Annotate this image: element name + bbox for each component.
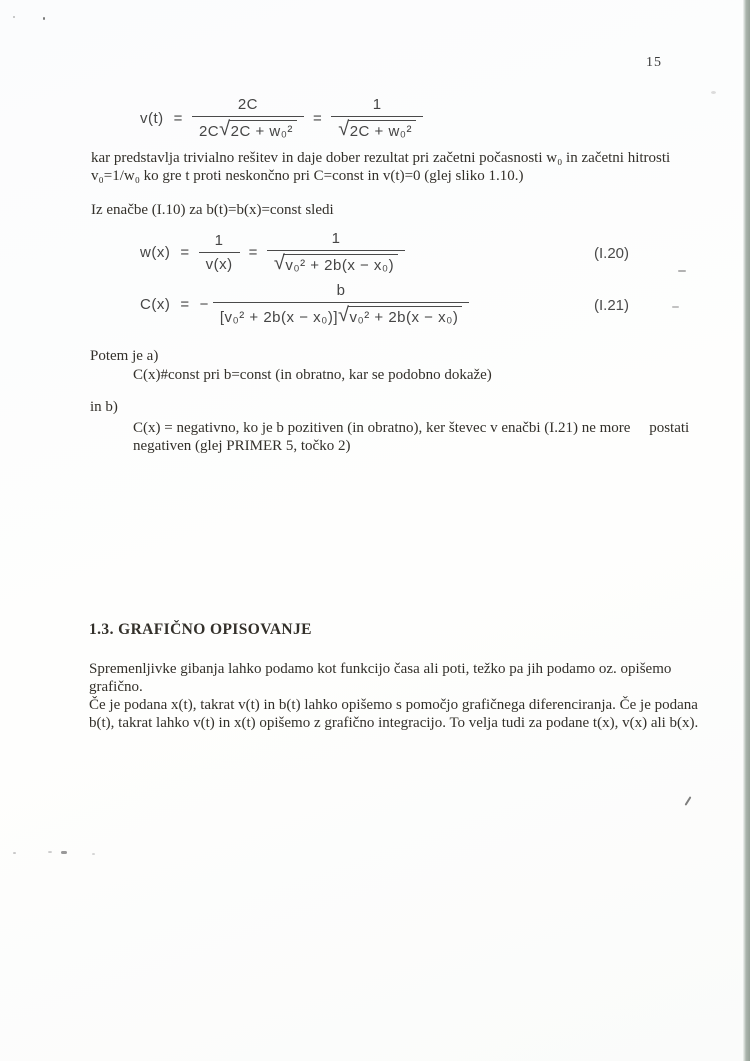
radicand: 2C + w₀² — [229, 120, 297, 140]
formula-cx-fraction — [213, 282, 469, 326]
square-root — [219, 120, 297, 140]
scan-speck — [13, 852, 16, 854]
numerator: 2C — [237, 96, 259, 113]
square-root — [338, 306, 462, 326]
equals-sign: = — [180, 243, 190, 261]
den-prefix: 2C — [198, 123, 220, 140]
den-bracket-term: [v₀² + 2b(x − x₀)] — [219, 309, 339, 326]
text-line: grafično. — [89, 679, 143, 695]
scan-speck — [92, 853, 95, 855]
radicand: v₀² + 2b(x − x₀) — [348, 306, 463, 326]
equation-label-I21: (I.21) — [594, 297, 630, 314]
formula-vt-lhs: v(t) — [140, 109, 164, 127]
denominator — [192, 116, 304, 140]
formula-wx-fraction-1 — [199, 232, 240, 273]
numerator: 1 — [214, 231, 224, 249]
formula-vt — [135, 96, 427, 140]
text-line: negativen (glej PRIMER 5, točko 2) — [133, 438, 351, 454]
text-line: C(x) = negativno, ko je b pozitiven (in obratno), ker števec v enačbi (I.21) ne more postati — [133, 420, 690, 436]
item-a-text: C(x)#const pri b=const (in obratno, kar se podobno dokaže) — [133, 367, 492, 383]
square-root — [338, 120, 416, 140]
scan-dash — [672, 306, 679, 308]
item-b-intro: in b) — [90, 399, 118, 415]
scan-slash-mark — [685, 796, 692, 806]
scanner-edge-band — [743, 0, 750, 1061]
text-line: kar predstavlja trivialno rešitev in daje dober rezultat pri začetni počasnosti w₀ in začetni hitrosti — [91, 150, 671, 166]
equation-label-I20: (I.20) — [594, 245, 630, 262]
numerator: b — [336, 282, 346, 299]
radicand: v₀² + 2b(x − x₀) — [283, 254, 398, 274]
denominator: v(x) — [199, 252, 240, 273]
text-line: b(t), takrat lahko v(t) in x(t) opišemo z grafično integracijo. To velja tudi za podane t(x), v(x) ali b(x). — [89, 715, 699, 731]
scan-speck — [13, 16, 15, 18]
section-heading: 1.3. GRAFIČNO OPISOVANJE — [89, 621, 312, 638]
formula-cx-lhs: C(x) — [140, 295, 171, 313]
page-number: 15 — [646, 55, 662, 70]
scan-speck — [711, 91, 716, 94]
square-root — [274, 254, 398, 274]
intro-line: Iz enačbe (I.10) za b(t)=b(x)=const sledi — [91, 202, 334, 218]
numerator: 1 — [372, 96, 382, 113]
scan-dash — [678, 270, 686, 272]
equals-sign: = — [180, 295, 190, 313]
equals-sign: = — [312, 109, 323, 127]
sqrt-sign: √ — [338, 118, 350, 140]
scan-speck — [43, 17, 45, 20]
equals-sign: = — [248, 243, 258, 261]
text-line: Če je podana x(t), takrat v(t) in b(t) lahko opišemo s pomočjo grafičnega diferenciranja. Če je podana — [89, 697, 698, 713]
denominator — [267, 250, 405, 274]
formula-wx — [135, 230, 409, 274]
sqrt-sign: √ — [338, 304, 350, 326]
paragraph-1 — [91, 149, 670, 185]
item-b-text — [133, 419, 689, 455]
scan-speck — [61, 851, 67, 854]
radicand: 2C + w₀² — [348, 120, 416, 140]
formula-vt-fraction-2 — [331, 96, 423, 140]
minus-sign: − — [199, 295, 209, 313]
potem-intro: Potem je a) — [90, 348, 159, 364]
equals-sign: = — [173, 109, 183, 127]
section-paragraph — [89, 660, 698, 732]
sqrt-sign: √ — [219, 118, 231, 140]
numerator: 1 — [331, 230, 341, 247]
formula-cx — [135, 282, 473, 326]
denominator — [213, 302, 469, 326]
denominator — [331, 116, 423, 140]
formula-vt-fraction-1 — [192, 96, 304, 140]
sqrt-sign: √ — [273, 252, 286, 274]
formula-wx-fraction-2 — [267, 230, 405, 274]
text-line: Spremenljivke gibanja lahko podamo kot funkcijo časa ali poti, težko pa jih podamo oz. opišemo — [89, 661, 672, 677]
text-line: v₀=1/w₀ ko gre t proti neskončno pri C=const in v(t)=0 (glej sliko 1.10.) — [91, 168, 524, 184]
scan-speck — [48, 851, 52, 853]
formula-wx-lhs: w(x) — [140, 243, 171, 261]
